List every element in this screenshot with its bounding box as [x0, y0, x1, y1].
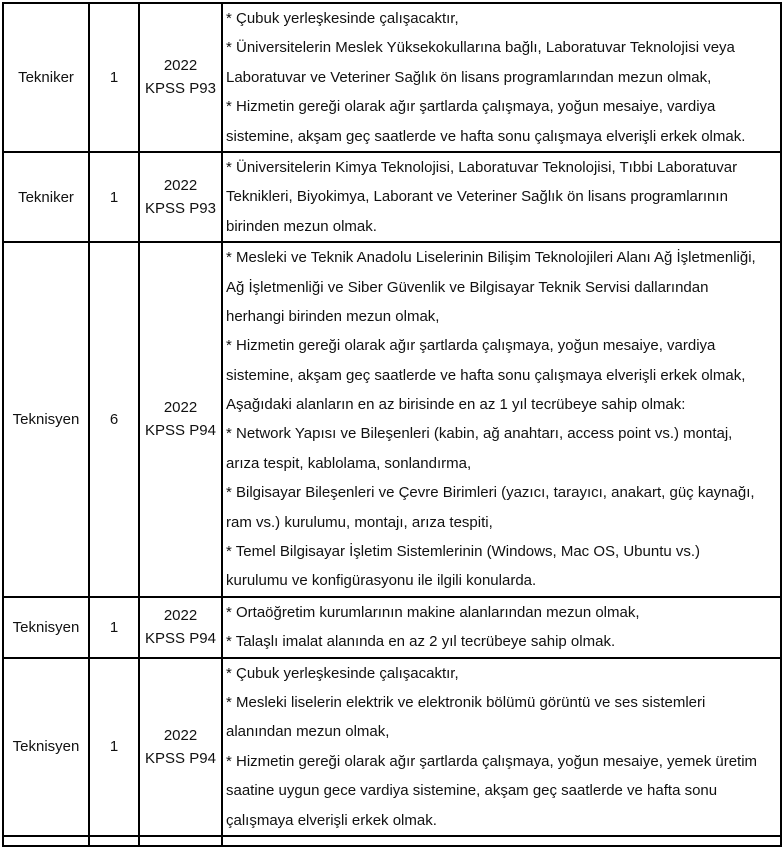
exam-year: 2022	[163, 57, 198, 75]
exam-cell	[139, 658, 222, 836]
requirement-line: herhangi birinden mezun olmak,	[226, 307, 440, 325]
requirement-line: Teknikleri, Biyokimya, Laborant ve Veteriner Sağlık ön lisans programlarının	[226, 188, 728, 206]
exam-cell	[139, 3, 222, 152]
table-row	[3, 658, 781, 836]
requirements-cell	[222, 3, 781, 152]
requirement-line: * Üniversitelerin Kimya Teknolojisi, Laboratuvar Teknolojisi, Tıbbi Laboratuvar	[226, 158, 738, 176]
requirement-line: * Çubuk yerleşkesinde çalışacaktır,	[226, 664, 459, 682]
requirement-line: Ağ İşletmenliği ve Siber Güvenlik ve Bilgisayar Teknik Servisi dallarından	[226, 278, 709, 296]
requirements-cell	[222, 152, 781, 242]
requirement-line: * Network Yapısı ve Bileşenleri (kabin, ağ anahtarı, access point vs.) montaj,	[226, 425, 733, 443]
requirement-line: saatine uygun gece vardiya sistemine, akşam geç saatlerde ve hafta sonu	[226, 782, 718, 800]
requirement-line: * Üniversitelerin Meslek Yüksekokullarına bağlı, Laboratuvar Teknolojisi veya	[226, 39, 735, 57]
table-row-partial	[3, 836, 781, 846]
requirement-line: * Mesleki liselerin elektrik ve elektronik bölümü görüntü ve ses sistemleri	[226, 693, 706, 711]
exam-year: 2022	[163, 726, 198, 744]
position-title: Tekniker	[3, 152, 89, 242]
position-title: Teknisyen	[3, 242, 89, 597]
position-count: 1	[89, 597, 139, 658]
requirement-line: * Talaşlı imalat alanında en az 2 yıl tecrübeye sahip olmak.	[226, 633, 616, 651]
exam-type: KPSS P94	[145, 630, 216, 648]
exam-cell	[139, 597, 222, 658]
requirement-line: * Bilgisayar Bileşenleri ve Çevre Birimleri (yazıcı, tarayıcı, anakart, güç kaynağı,	[226, 484, 755, 502]
exam-type: KPSS P94	[145, 422, 216, 440]
position-count: 1	[89, 152, 139, 242]
exam-type: KPSS P93	[145, 200, 216, 218]
table-row	[3, 242, 781, 597]
requirements-cell	[222, 658, 781, 836]
exam-year: 2022	[163, 177, 198, 195]
table-row	[3, 597, 781, 658]
requirement-line: * Hizmetin gereği olarak ağır şartlarda çalışmaya, yoğun mesaiye, yemek üretim	[226, 752, 758, 770]
empty-cell	[222, 836, 781, 846]
exam-year: 2022	[163, 607, 198, 625]
empty-cell	[139, 836, 222, 846]
exam-type: KPSS P93	[145, 80, 216, 98]
requirements-cell	[222, 597, 781, 658]
requirement-line: sistemine, akşam geç saatlerde ve hafta sonu çalışmaya elverişli erkek olmak,	[226, 366, 746, 384]
empty-cell	[3, 836, 89, 846]
requirement-line: * Ortaöğretim kurumlarının makine alanlarından mezun olmak,	[226, 603, 640, 621]
position-title: Tekniker	[3, 3, 89, 152]
exam-type: KPSS P94	[145, 749, 216, 767]
requirement-line: Aşağıdaki alanların en az birisinde en az 1 yıl tecrübeye sahip olmak:	[226, 396, 686, 414]
exam-cell	[139, 152, 222, 242]
requirement-line: alanından mezun olmak,	[226, 723, 390, 741]
requirement-line: sistemine, akşam geç saatlerde ve hafta sonu çalışmaya elverişli erkek olmak.	[226, 127, 746, 145]
requirement-line: birinden mezun olmak.	[226, 217, 377, 235]
requirement-line: * Mesleki ve Teknik Anadolu Liselerinin Bilişim Teknolojileri Alanı Ağ İşletmenliği,	[226, 249, 756, 267]
exam-year: 2022	[163, 399, 198, 417]
requirement-line: * Hizmetin gereği olarak ağır şartlarda çalışmaya, yoğun mesaiye, vardiya	[226, 337, 716, 355]
table-row	[3, 3, 781, 152]
requirement-line: çalışmaya elverişli erkek olmak.	[226, 811, 437, 829]
requirement-line: kurulumu ve konfigürasyonu ile ilgili konularda.	[226, 572, 537, 590]
requirement-line: Laboratuvar ve Veteriner Sağlık ön lisans programlarından mezun olmak,	[226, 68, 712, 86]
position-count: 6	[89, 242, 139, 597]
job-requirements-table	[2, 2, 782, 847]
position-title: Teknisyen	[3, 597, 89, 658]
position-count: 1	[89, 3, 139, 152]
exam-cell	[139, 242, 222, 597]
requirements-cell	[222, 242, 781, 597]
requirement-line: * Temel Bilgisayar İşletim Sistemlerinin (Windows, Mac OS, Ubuntu vs.)	[226, 543, 701, 561]
requirement-line: ram vs.) kurulumu, montajı, arıza tespiti,	[226, 513, 493, 531]
requirement-line: * Çubuk yerleşkesinde çalışacaktır,	[226, 10, 459, 27]
position-count: 1	[89, 658, 139, 836]
position-title: Teknisyen	[3, 658, 89, 836]
requirement-line: * Hizmetin gereği olarak ağır şartlarda çalışmaya, yoğun mesaiye, vardiya	[226, 98, 716, 116]
requirement-line: arıza tespit, kablolama, sonlandırma,	[226, 454, 472, 472]
empty-cell	[89, 836, 139, 846]
table-row	[3, 152, 781, 242]
